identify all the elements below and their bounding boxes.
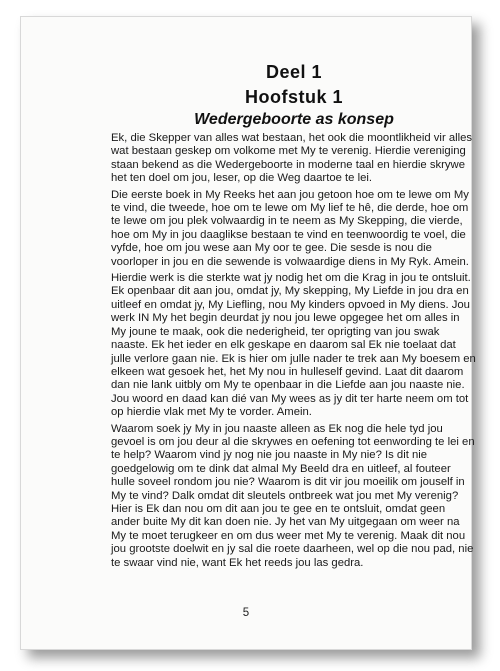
paragraph-3: Hierdie werk is die sterkte wat jy nodig het om die Krag in jou te ontsluit. Ek openbaar dit aan jou, omdat jy, My skepping, My Liefde in jou dra en uitleef en omdat jy, My Liefling, nou My kinders opvoed in My diens. Jou werk IN My het begin deurdat jy nou jou lewe opgegee het om alles in My joune te maak, ook die nederigheid, ter oprigting van jou swak naaste. Ek het ieder en elk geskape en daarom sal Ek nie toelaat dat julle verlore gaan nie. Ek is hier om julle nader te trek aan My boesem en elkeen wat gesoek het, het My nou in hulleself gevind. Laat dit daarom dan nie lank uitbly om My te openbaar in die Liefde aan jou naaste nie. Jou woord en daad kan dié van My wees as jy dit ter harte neem om tot op hierdie vlak met My te vorder. Amein.	[111, 272, 476, 419]
page-content	[111, 61, 477, 573]
part-heading: Deel 1	[265, 62, 323, 82]
page-number: 5	[242, 607, 250, 619]
paragraph-1: Ek, die Skepper van alles wat bestaan, het ook die moontlikheid vir alles wat bestaan geskep om volkome met My te verenig. Hierdie vereniging staan bekend as die Wedergeboorte in moderne taal en hierdie skrywe het ten doel om jou, leser, op die Weg daartoe te lei.	[111, 132, 473, 185]
chapter-subtitle: Wedergeboorte as konsep	[194, 111, 394, 128]
chapter-heading: Hoofstuk 1	[244, 87, 343, 107]
book-page	[20, 16, 476, 650]
paragraph-2: Die eerste boek in My Reeks het aan jou getoon hoe om te lewe om My te vind, die tweede, hoe om te lewe om My lief te hê, die derde, hoe om te lewe om jou plek volwaardig in te neem as My Skepping, die vierde, hoe om My in jou daaglikse bestaan te vind en teenwoordig te voel, die vyfde, hoe om jou wese aan My oor te gee. Die sesde is nou die voorloper in jou en die sewende is volwaardige diens in My Ryk. Amein.	[111, 188, 469, 268]
paragraph-4: Waarom soek jy My in jou naaste alleen as Ek nog die hele tyd jou gevoel is om jou deur al die skrywes en oefening tot eenwording te lei en te help? Waarom vind jy nog nie jou naaste in My nie? Is dit nie goedgelowig om te dink dat almal My Beeld dra en uitleef, al fouteer hulle soveel rondom jou nie? Waarom is dit vir jou moeilik om jouself in My te vind? Dalk omdat dit sleutels ontbreek wat jou met My verenig? Hier is Ek dan nou om dit aan jou te gee en te ontsluit, omdat geen ander buite My dit kan doen nie. Jy het van My uitgegaan om weer na My te moet terugkeer en om dus weer met My te verenig. Maak dit nou jou grootste doelwit en jy sal die roete daarheen, wel op die nou pad, nie te swaar vind nie, want Ek het reeds jou las gedra.	[111, 422, 475, 569]
